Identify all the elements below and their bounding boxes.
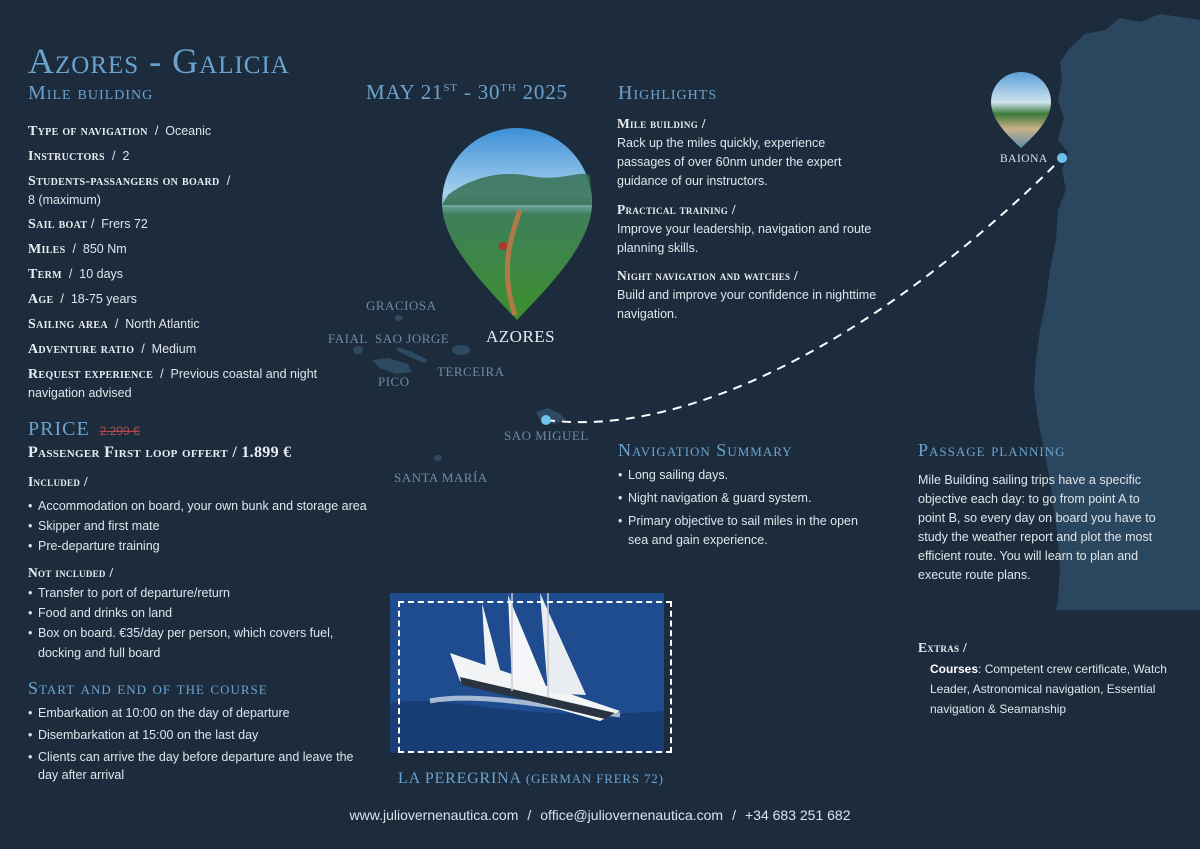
passage-planning-head: Passage planning xyxy=(918,440,1066,460)
highlight-item xyxy=(617,202,879,258)
boat-caption xyxy=(398,770,664,788)
spec-item: Miles / 850 Nm xyxy=(28,242,127,257)
highlight-text: Rack up the miles quickly, experience passages of over 60nm under the expert guidance of our instructors. xyxy=(617,136,842,188)
spec-key: Request experience xyxy=(28,367,154,382)
price-row xyxy=(28,418,140,441)
spec-list xyxy=(28,122,368,408)
spec-value: Medium xyxy=(151,342,197,356)
included-head: Included / xyxy=(28,474,88,489)
navigation-summary-head: Navigation Summary xyxy=(618,440,793,460)
extras-head: Extras / xyxy=(918,640,968,655)
highlight-title: Night navigation and watches / xyxy=(617,268,799,283)
list-item: • Night navigation & guard system. xyxy=(618,489,878,508)
island-label-graciosa: GRACIOSA xyxy=(366,298,437,313)
spec-key: Type of navigation xyxy=(28,124,148,139)
spec-value: 8 (maximum) xyxy=(28,193,101,207)
route-start-dot xyxy=(541,415,551,425)
island-label-sao-jorge: SAO JORGE xyxy=(375,331,450,346)
spec-key: Miles xyxy=(28,242,66,257)
navigation-summary-list xyxy=(618,466,878,554)
spec-value: 850 Nm xyxy=(82,242,127,256)
island-pico xyxy=(372,358,412,374)
highlight-text: Improve your leadership, navigation and route planning skills. xyxy=(617,222,872,255)
island-label-faial: FAIAL xyxy=(328,331,368,346)
spec-value: Frers 72 xyxy=(101,217,148,231)
spec-item: Term / 10 days xyxy=(28,267,124,282)
date-start-suffix: ST xyxy=(443,82,458,94)
island-label-santa-maria: SANTA MARÍA xyxy=(394,470,488,485)
price-old: 2.299 € xyxy=(99,424,140,438)
courses-text: : Competent crew certificate, Watch Leader, Astronomical navigation, Essential navigation & Seamanship xyxy=(930,662,1167,716)
spec-value: 18-75 years xyxy=(70,292,137,306)
footer-separator: / xyxy=(732,807,736,823)
spec-value: Oceanic xyxy=(165,124,212,138)
spec-key: Sail boat xyxy=(28,217,88,232)
highlight-title: Practical training / xyxy=(617,202,736,217)
trip-dates xyxy=(366,80,568,105)
included-section xyxy=(28,474,378,556)
list-item: • Primary objective to sail miles in the open sea and gain experience. xyxy=(618,512,878,550)
spec-item: Students-passangers on board / 8 (maximum) xyxy=(28,174,231,207)
spec-key: Term xyxy=(28,267,62,282)
island-terceira xyxy=(452,345,470,355)
date-year: 2025 xyxy=(516,80,568,104)
list-item: • Transfer to port of departure/return xyxy=(28,583,358,603)
spec-item: Type of navigation / Oceanic xyxy=(28,124,212,139)
spec-key: Sailing area xyxy=(28,317,108,332)
island-santa-maria xyxy=(434,455,442,461)
spec-key: Adventure ratio xyxy=(28,342,135,357)
highlights-head: Highlights xyxy=(618,82,718,104)
extras-text xyxy=(930,659,1180,719)
website-link[interactable]: www.juliovernenautica.com xyxy=(349,807,519,823)
date-end: - 30 xyxy=(457,80,501,104)
island-sao-jorge xyxy=(396,347,428,363)
baiona-label: BAIONA xyxy=(1000,153,1048,165)
date-start: MAY 21 xyxy=(366,80,444,104)
price-label: PRICE xyxy=(28,418,90,440)
passage-planning-text: Mile Building sailing trips have a specific objective each day: to go from point A to point B, so every day on board you have to study the weather report and plot the most efficient route. You will learn to plan and execute route plans. xyxy=(918,473,1156,582)
spec-item: Sailing area / North Atlantic xyxy=(28,317,200,332)
spec-item: Adventure ratio / Medium xyxy=(28,342,197,357)
spec-value: 10 days xyxy=(79,267,124,281)
island-label-sao-miguel: SAO MIGUEL xyxy=(504,428,589,443)
list-item: • Pre-departure training xyxy=(28,536,378,556)
spec-value: 2 xyxy=(122,149,130,163)
azores-photo-pin xyxy=(442,128,592,320)
spec-key: Age xyxy=(28,292,54,307)
not-included-section xyxy=(28,565,358,663)
highlight-item xyxy=(617,116,879,191)
photo-dashed-border xyxy=(398,601,672,753)
course-head: Start and end of the course xyxy=(28,678,268,698)
spec-item: Sail boat / Frers 72 xyxy=(28,217,148,232)
list-item: • Embarkation at 10:00 on the day of departure xyxy=(28,704,368,722)
route-end-dot xyxy=(1057,153,1067,163)
offer-label: Passenger First loop offert / xyxy=(28,444,238,461)
page-title: Azores - Galicia xyxy=(28,41,290,81)
page-subtitle: Mile building xyxy=(28,82,154,104)
footer xyxy=(0,807,1200,823)
footer-separator: / xyxy=(527,807,532,823)
list-item: • Box on board. €35/day per person, which covers fuel, docking and full board xyxy=(28,623,358,663)
boat-photo-frame xyxy=(390,593,674,753)
spec-item: Request experience / Previous coastal and night navigation advised xyxy=(28,367,318,400)
baiona-photo-pin xyxy=(991,72,1051,148)
spec-key: Students-passangers on board xyxy=(28,174,220,189)
date-end-suffix: TH xyxy=(500,82,517,94)
azores-label: AZORES xyxy=(486,327,556,346)
not-included-head: Not included / xyxy=(28,565,114,580)
list-item: • Accommodation on board, your own bunk and storage area xyxy=(28,496,378,516)
list-item: • Clients can arrive the day before departure and leave the day after arrival xyxy=(28,748,368,784)
boat-model: (GERMAN FRERS 72) xyxy=(521,771,664,786)
spec-key: Instructors xyxy=(28,149,105,164)
spec-value: Previous coastal and night navigation advised xyxy=(28,367,318,400)
island-label-terceira: TERCEIRA xyxy=(437,364,505,379)
phone-link[interactable]: +34 683 251 682 xyxy=(744,807,851,823)
email-link[interactable]: office@juliovernenautica.com xyxy=(540,807,724,823)
spec-item: Instructors / 2 xyxy=(28,149,130,164)
list-item: • Food and drinks on land xyxy=(28,603,358,623)
course-list xyxy=(28,704,368,788)
list-item: • Long sailing days. xyxy=(618,466,878,485)
offer-value: 1.899 € xyxy=(241,444,292,461)
list-item: • Disembarkation at 15:00 on the last day xyxy=(28,726,368,744)
highlight-title: Mile building / xyxy=(617,116,706,131)
spec-item: Age / 18-75 years xyxy=(28,292,137,307)
courses-label: Courses xyxy=(930,662,979,676)
island-graciosa xyxy=(395,315,403,321)
highlight-item xyxy=(617,268,879,324)
boat-name: LA PEREGRINA xyxy=(398,770,522,787)
price-offer xyxy=(28,444,291,462)
spec-value: North Atlantic xyxy=(125,317,200,331)
highlight-text: Build and improve your confidence in nighttime navigation. xyxy=(617,288,877,321)
island-label-pico: PICO xyxy=(378,374,410,389)
list-item: • Skipper and first mate xyxy=(28,516,378,536)
